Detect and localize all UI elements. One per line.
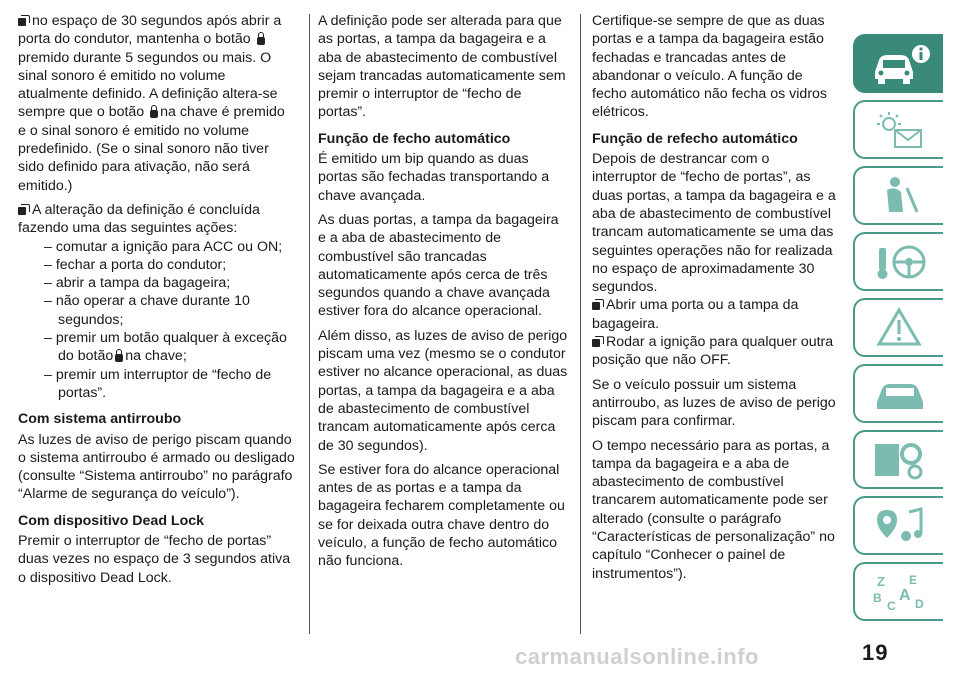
heading-antirroubo: Com sistema antirroubo <box>18 411 182 428</box>
paragraph-deadlock: Premir o interruptor de “fecho de portas” duas vezes no espaço de 3 segundos ativa o dispositivo Dead Lock. <box>18 533 291 586</box>
media-navigation-icon <box>869 504 931 548</box>
svg-text:A: A <box>899 587 911 604</box>
bullet-icon <box>592 299 603 310</box>
list-item: – não operar a chave durante 10 segundos; <box>18 292 296 329</box>
tab-gears[interactable] <box>853 430 943 489</box>
paragraph-definicao: A definição pode ser alterada para que as portas, a tampa da bagageira e a aba de abastecimento de combustível sejam trancadas automaticamente sem premir o interruptor de “fecho de portas”. <box>318 13 566 121</box>
seatbelt-airbag-icon <box>869 174 931 218</box>
tab-media[interactable] <box>853 496 943 555</box>
warning-light-icon <box>869 108 931 152</box>
tab-road-warning[interactable] <box>853 298 943 357</box>
key-steering-wheel-icon <box>869 240 931 284</box>
watermark: carmanualsonline.info <box>515 644 759 669</box>
paragraph-conclusion: A alteração da definição é concluída fazendo uma das seguintes ações: <box>18 201 260 237</box>
road-warning-icon <box>869 306 931 350</box>
bullet-item: Rodar a ignição para qualquer outra posição que não OFF. <box>592 334 834 369</box>
gears-icon <box>869 438 931 482</box>
tab-warning-lights[interactable] <box>853 100 943 159</box>
paragraph-trancadas: As duas portas, a tampa da bagageira e a aba de abastecimento de combustível são trancadas automaticamente após cerca de três segundos quando a chave avançada estiver fora do alcance operacional. <box>318 211 559 320</box>
svg-text:Z: Z <box>877 574 885 589</box>
list-item: – fechar a porta do condutor; <box>18 256 296 274</box>
heading-refecho-automatico: Função de refecho automático <box>592 130 798 147</box>
paragraph-antirroubo-confirm: Se o veículo possuir um sistema antirroubo, as luzes de aviso de perigo piscam para confirmar. <box>592 376 836 430</box>
column-divider <box>309 14 310 634</box>
svg-text:E: E <box>909 573 918 587</box>
heading-fecho-automatico: Função de fecho automático <box>318 130 511 147</box>
bullet-item: Abrir uma porta ou a tampa da bagageira. <box>592 297 799 332</box>
alphabet-index-icon <box>869 570 931 614</box>
list-item: – premir um botão qualquer à exceção do botão na chave; <box>18 329 296 366</box>
paragraph-volume: no espaço de 30 segundos após abrir a porta do condutor, mantenha o botão premido durante 5 segundos ou mais. O sinal sonoro é emitido no volume atualmente definido. A definição altera-se sempre que o botão na chave é premido e o sinal sonoro é emitido no volume predefinido. (Se o sinal sonoro não tiver sido definido para ativação, não será emitido.) <box>18 13 285 194</box>
lock-key-icon <box>149 105 159 118</box>
paragraph-luzes: Além disso, as luzes de aviso de perigo piscam uma vez (mesmo se o condutor estiver no alcance operacional, as duas portas, a tampa da bagageira e a aba de abastecimento de combustível trancam automaticamente após cerca de 30 segundos). <box>318 327 568 454</box>
bullet-icon <box>18 15 29 26</box>
paragraph-tempo: O tempo necessário para as portas, a tampa da bagageira e a aba de abastecimento de combustível trancarem automaticamente pode ser alterado (consulte o parágrafo “Características de personalização” no capítulo “Conhecer o painel de instrumentos”). <box>592 437 835 582</box>
svg-text:C: C <box>887 599 896 613</box>
list-item: – comutar a ignição para ACC ou ON; <box>18 238 296 256</box>
paragraph-destrancar: Depois de destrancar com o interruptor de “fecho de portas”, as duas portas, a tampa da bagageira e a aba de abastecimento de combustível trancam automaticamente se uma das seguintes operações não for realizada no espaço de aproximadamente 30 segundos. <box>592 151 836 296</box>
page-number: 19 <box>862 640 889 665</box>
column-right <box>592 12 838 589</box>
car-service-icon <box>869 372 931 416</box>
tab-key-steering[interactable] <box>853 232 943 291</box>
paragraph-antirroubo: As luzes de aviso de perigo piscam quando o sistema antirroubo é armado ou desligado (consulte “Sistema antirroubo” no parágrafo “Alarme de segurança do veículo”). <box>18 431 295 503</box>
column-middle <box>318 12 570 577</box>
tab-car-info[interactable] <box>853 34 943 93</box>
svg-text:B: B <box>873 591 882 605</box>
actions-list <box>18 238 296 403</box>
svg-text:D: D <box>915 597 924 611</box>
paragraph-certifique: Certifique-se sempre de que as duas portas e a tampa da bagageira estão fechadas e trancadas antes de abandonar o veículo. A função de fecho automático não fecha os vidros elétricos. <box>592 13 828 121</box>
list-item: – abrir a tampa da bagageira; <box>18 274 296 292</box>
column-divider <box>580 14 581 634</box>
bullet-icon <box>18 204 29 215</box>
list-item: – premir um interruptor de “fecho de portas”. <box>18 366 296 403</box>
paragraph-fora-alcance: Se estiver fora do alcance operacional antes de as portas e a tampa da bagageira fecharem completamente ou se for deixada outra chave dentro do veículo, a função de fecho automático não funciona. <box>318 461 565 570</box>
lock-key-icon <box>256 32 266 45</box>
paragraph-bip: É emitido um bip quando as duas portas são fechadas transportando a chave avançada. <box>318 151 550 204</box>
heading-deadlock: Com dispositivo Dead Lock <box>18 512 205 529</box>
tab-alphabet-index[interactable] <box>853 562 943 621</box>
bullet-icon <box>592 336 603 347</box>
tab-car-service[interactable] <box>853 364 943 423</box>
lock-key-icon <box>114 349 124 362</box>
column-left <box>18 12 296 593</box>
car-info-icon <box>869 42 931 86</box>
tab-safety[interactable] <box>853 166 943 225</box>
